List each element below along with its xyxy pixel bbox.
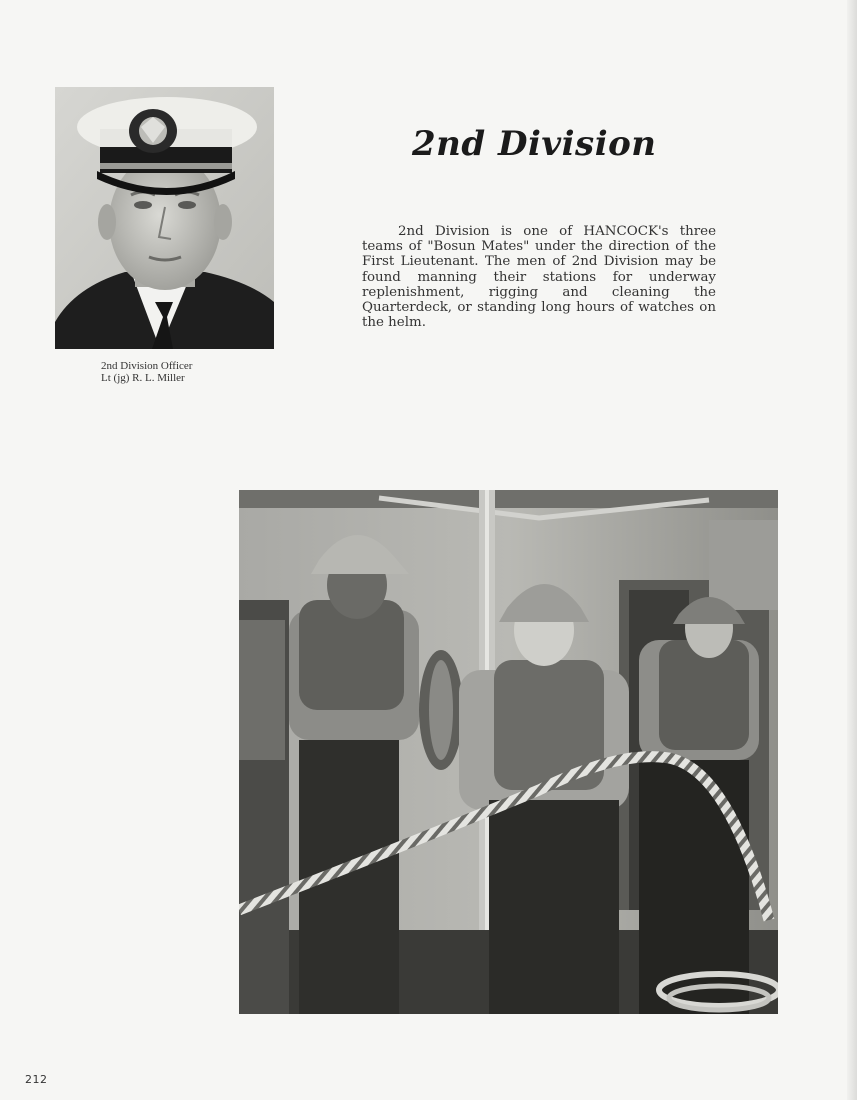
- page-number: 212: [25, 1073, 48, 1086]
- page-title: 2nd Division: [412, 124, 657, 164]
- action-photo-sailors-hauling-line: [239, 490, 778, 1014]
- officer-portrait-photo: [55, 87, 274, 349]
- portrait-caption-name: Lt (jg) R. L. Miller: [101, 372, 185, 384]
- portrait-caption: [101, 360, 192, 384]
- body-paragraph: 2nd Division is one of HANCOCK's three teams of "Bosun Mates" under the direction of the First Lieutenant. The men of 2nd Division may be found manning their stations for underway replenishment, rigging and cleaning the Quarterdeck, or standing long hours of watches on the helm.: [362, 224, 716, 331]
- page-edge-shadow: [847, 0, 857, 1100]
- portrait-caption-role: 2nd Division Officer: [101, 360, 193, 372]
